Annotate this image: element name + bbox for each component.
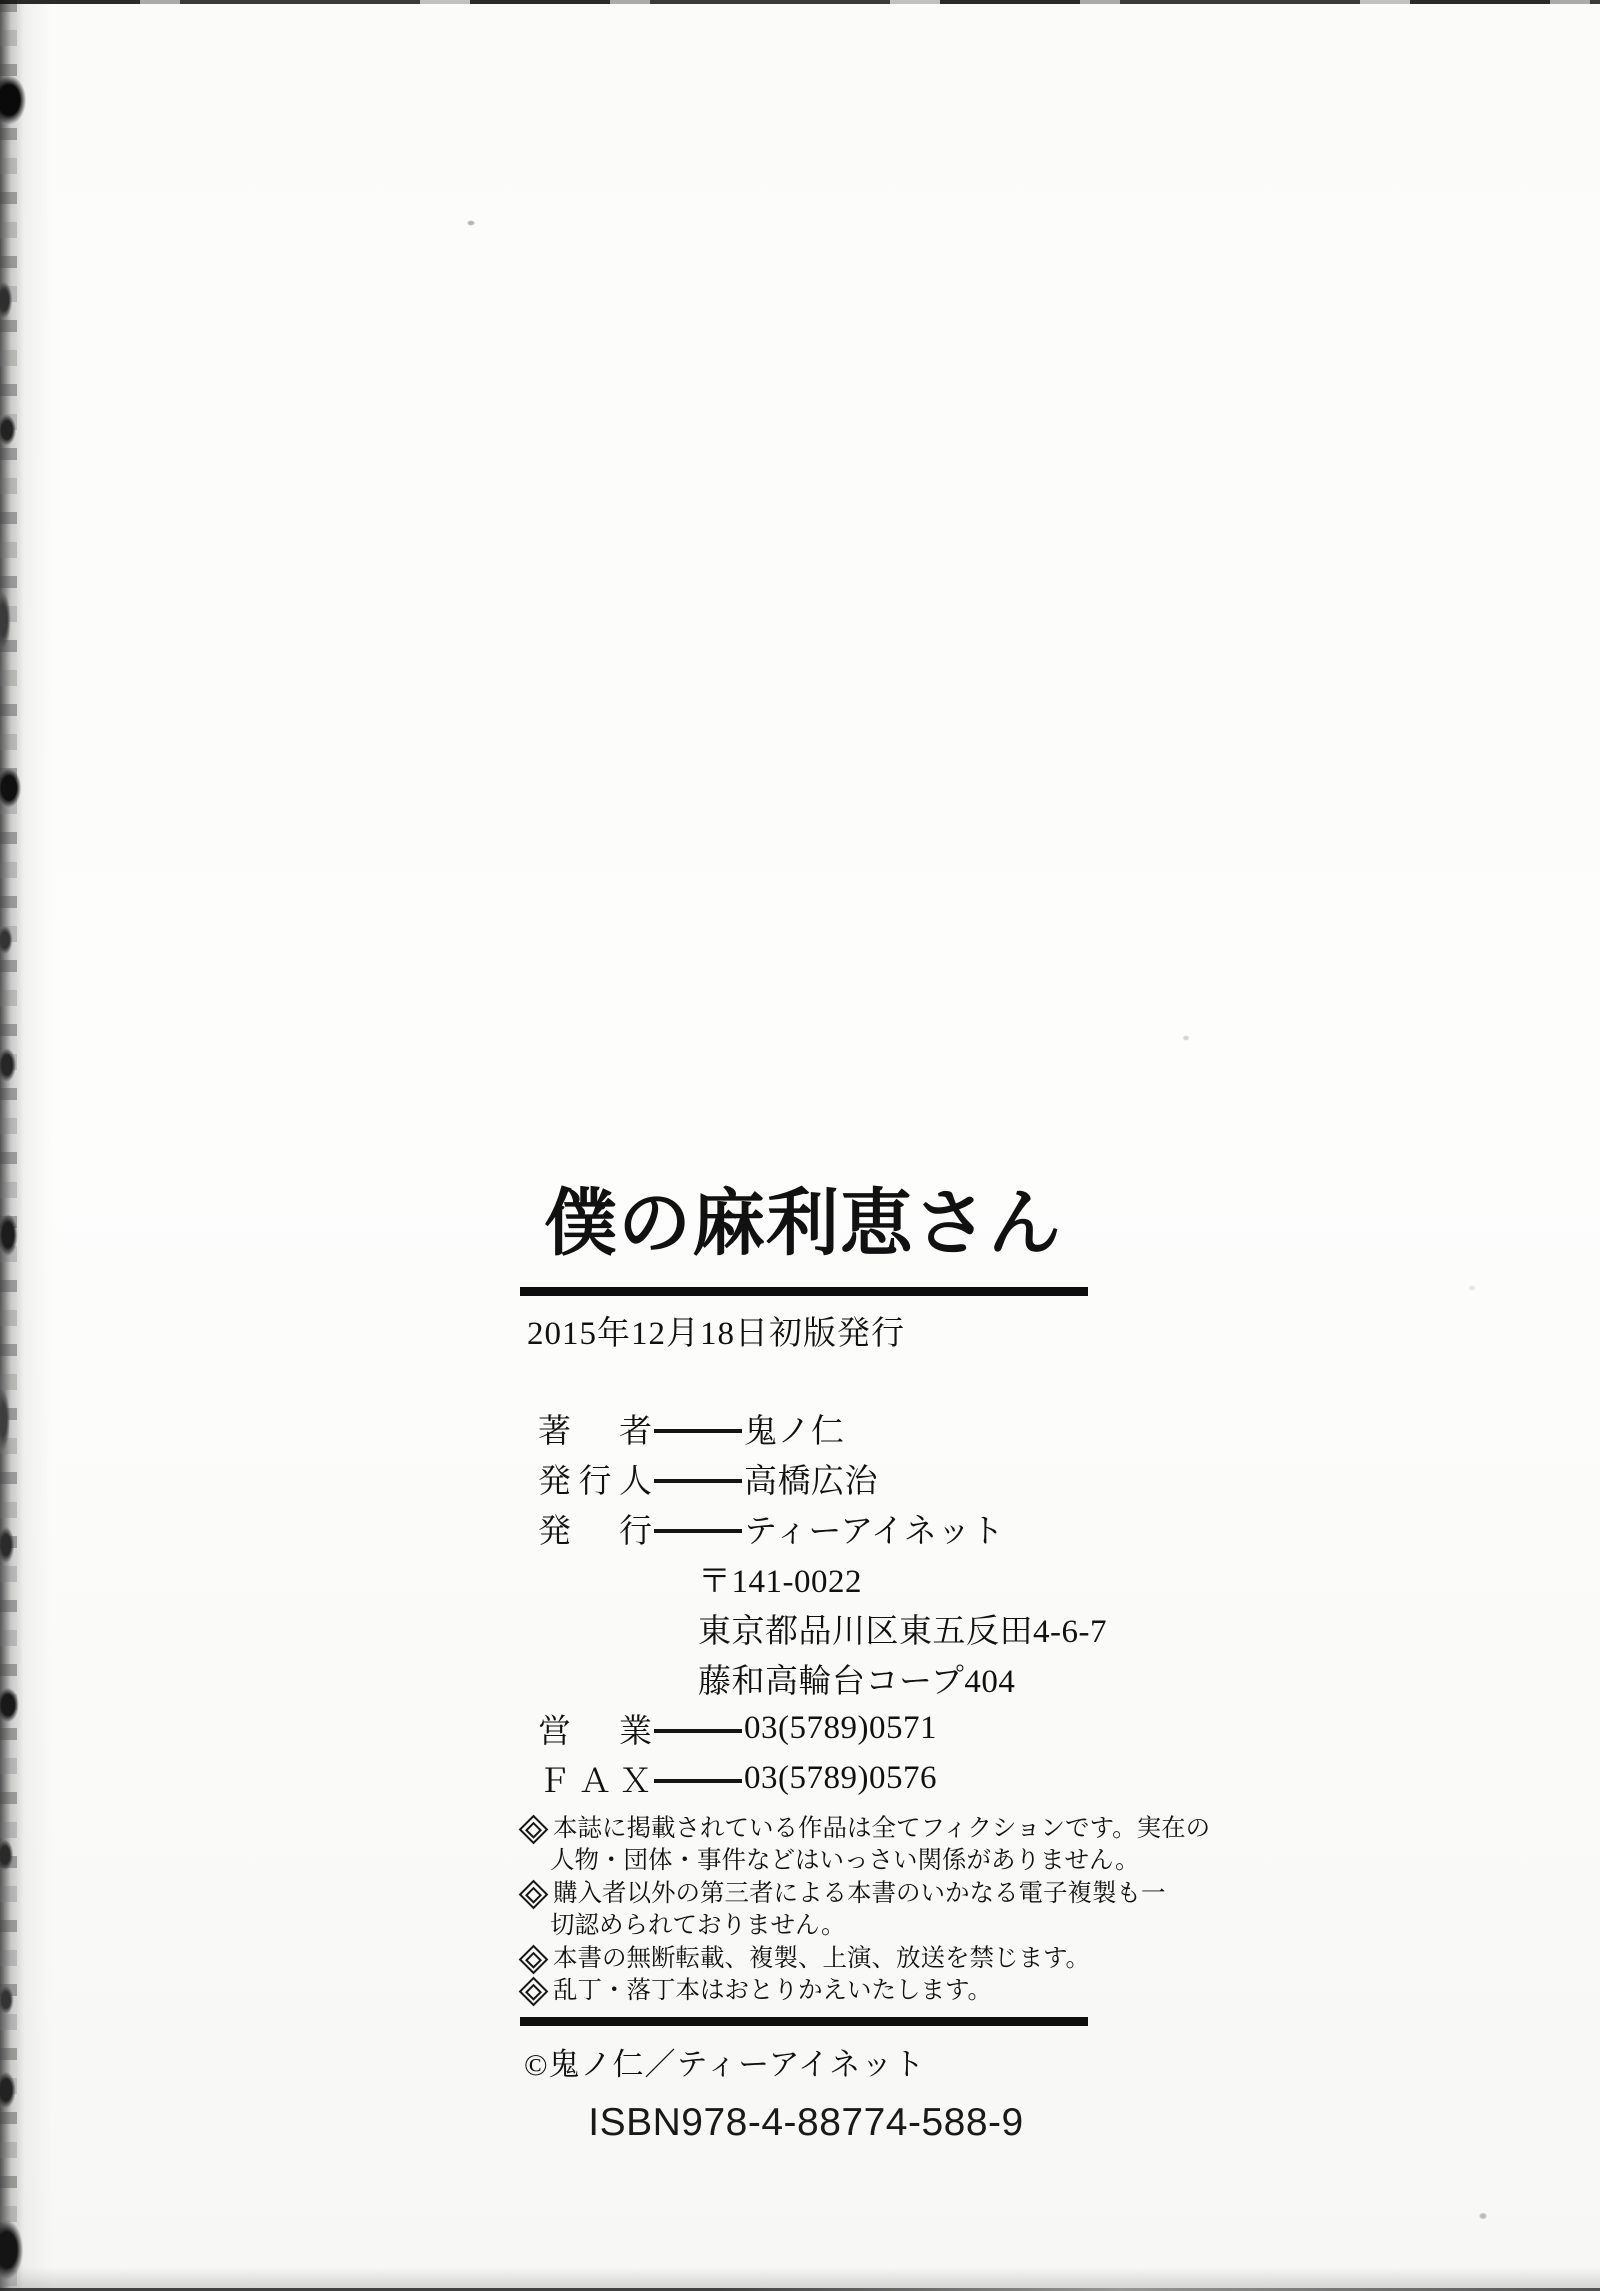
credit-label: 発 行 <box>538 1514 652 1551</box>
credit-row-author <box>520 1404 1092 1454</box>
double-diamond-icon <box>519 1977 549 2007</box>
credit-value: 高橋広治 <box>744 1464 878 1501</box>
double-diamond-icon <box>519 1880 549 1910</box>
notice-line <box>520 1975 1092 2008</box>
book-title: 僕の麻利恵さん <box>544 1183 1062 1264</box>
postal-code: 〒141-0022 <box>698 1564 862 1601</box>
double-diamond-icon <box>519 1945 549 1975</box>
leader-dash <box>654 1429 742 1433</box>
double-diamond-icon <box>519 1815 549 1845</box>
credit-label: 著 者 <box>538 1414 652 1451</box>
contact-row-fax <box>520 1754 1092 1804</box>
isbn: ISBN978-4-88774-588-9 <box>588 2100 1024 2144</box>
credit-value: 鬼ノ仁 <box>744 1414 845 1451</box>
contact-row-sales <box>520 1704 1092 1754</box>
leader-dash <box>654 1529 742 1533</box>
address-line: 東京都品川区東五反田4-6-7 <box>698 1614 1107 1651</box>
notice-line <box>520 1910 1092 1943</box>
scanned-page-top-edge <box>0 0 1600 4</box>
contact-label: 営 業 <box>538 1714 652 1751</box>
notice-line <box>520 1943 1092 1976</box>
notice-text: 人物・団体・事件などはいっさい関係がありません。 <box>550 1847 1140 1875</box>
publisher-address <box>698 1554 1107 1704</box>
contact-value: 03(5789)0576 <box>744 1760 937 1797</box>
notice-text: 本誌に掲載されている作品は全てフィクションです。実在の <box>553 1814 1211 1842</box>
credits-list <box>520 1404 1092 1554</box>
scanned-page-left-edge <box>0 0 52 2291</box>
contacts-list <box>520 1704 1092 1804</box>
notice-text: 本書の無断転載、複製、上演、放送を禁じます。 <box>553 1944 1091 1972</box>
contact-value: 03(5789)0571 <box>744 1710 937 1747</box>
contact-label: ＦＡＸ <box>538 1764 652 1801</box>
address-line: 藤和高輪台コープ404 <box>698 1664 1016 1701</box>
edition-date: 2015年12月18日初版発行 <box>527 1315 905 1352</box>
notice-text: 乱丁・落丁本はおとりかえいたします。 <box>553 1977 993 2005</box>
footer-rule <box>520 2017 1088 2026</box>
notice-line <box>520 1878 1166 1911</box>
notice-text: 購入者以外の第三者による本書のいかなる電子複製も一 <box>553 1879 1166 1907</box>
notice-line <box>520 1813 1211 1846</box>
colophon-block <box>520 1183 1211 2145</box>
leader-dash <box>654 1729 742 1733</box>
credit-label: 発行人 <box>538 1464 652 1501</box>
credit-row-publisher <box>520 1504 1092 1554</box>
credit-row-publisher-person <box>520 1454 1092 1504</box>
notice-line <box>520 1845 1140 1878</box>
title-underline-rule <box>520 1287 1088 1296</box>
leader-dash <box>654 1479 742 1483</box>
copyright-line: ©鬼ノ仁／ティーアイネット <box>524 2046 926 2082</box>
notice-text: 切認められておりません。 <box>550 1912 846 1940</box>
leader-dash <box>654 1779 742 1783</box>
credit-value: ティーアイネット <box>744 1514 1005 1551</box>
legal-notices <box>520 1813 1211 2008</box>
